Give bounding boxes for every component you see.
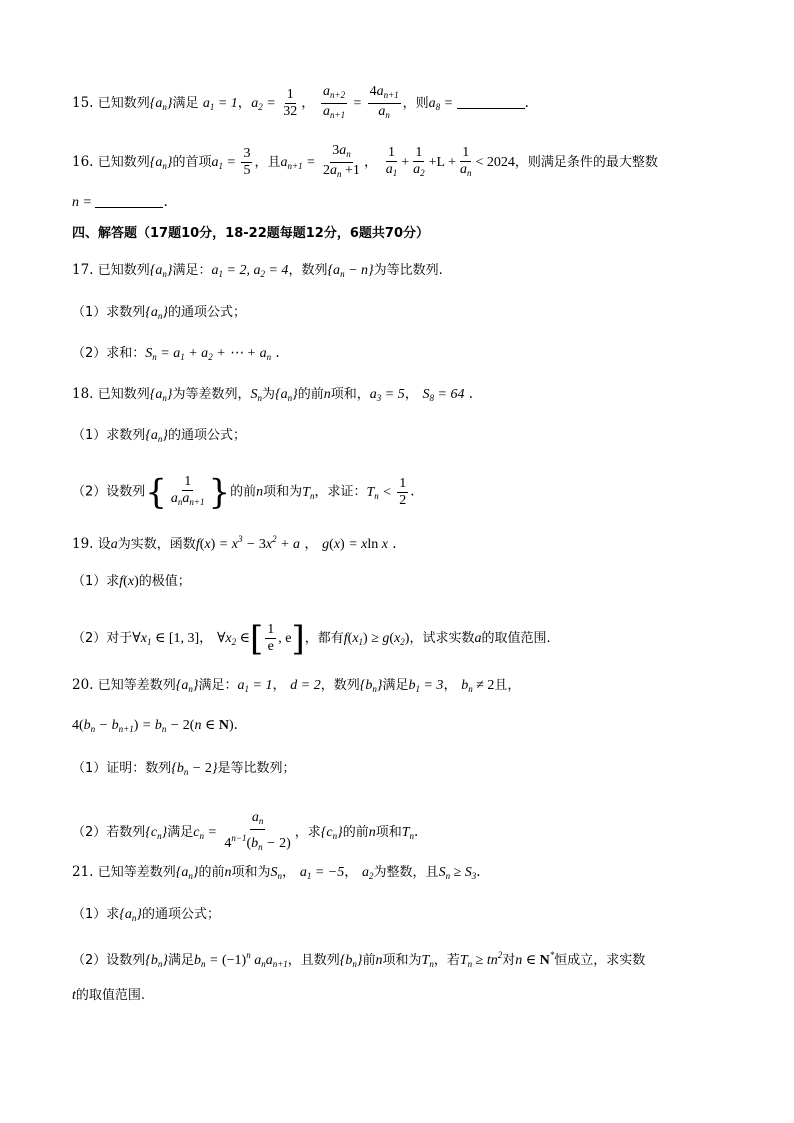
problem-19-part-1: （1）求f(x)的极值； — [72, 574, 191, 589]
problem-19-part-2: （2）对于$\forall x_1$ ∈ [1, 3]， $\forall x_2$ ∈[ $\frac{1}{e}$ , e]，都有$f(x_1) \ge g(x_2)$，试求实数a的取值范围. — [72, 619, 551, 659]
problem-20-part-2: （2）若数列$\{c_n\}$满足$c_n$ = $\frac{a_n}{4^{n-1}(b_n - 2)}$ ，求$\{c_n\}$的前n项和$T_n$. — [72, 810, 419, 852]
problem-number: 15. — [72, 95, 94, 111]
problem-18-part-2: （2）设数列{ $\frac{1}{a_na_{n+1}}$ }的前n项和为$T_n$，求证：$T_n$ < $\frac{1}{2}$ . — [72, 472, 415, 513]
problem-21-part-2-cont: t的取值范围. — [72, 988, 146, 1003]
problem-21: 21. 已知等差数列$\{a_n\}$的前n项和为$S_n$， $a_1 = -5$， $a_2$为整数，且$S_n \ge S_3$. — [72, 864, 481, 881]
section-heading: 四、解答题（17题10分，18-22题每题12分，6题共70分） — [72, 226, 429, 241]
problem-15: 15. 已知数列$\{a_n\}$满足 $a_1 = 1$，$a_2$ = $\frac{1}{32}$ ， $\frac{a_{n+2}}{a_{n+1}}$ = $\frac{4a_{n+1}}{a_n}$ ，则$a_8$ = . — [72, 84, 529, 120]
answer-blank[interactable] — [95, 193, 163, 208]
problem-16-answer: n = . — [72, 194, 168, 210]
problem-16: 16. 已知数列$\{a_n\}$的首项$a_1$ = $\frac{3}{5}$ ，且$a_{n+1}$ = $\frac{3a_n}{2a_n +1}$ ， $\frac{1}{a_1}$ + $\frac{1}{a_2}$ +L + $\frac{1}{a_n}$ < 2024，则满足条件的最大整数 — [72, 143, 658, 179]
problem-21-part-1: （1）求$\{a_n\}$的通项公式； — [72, 907, 221, 923]
problem-number: 16. — [72, 154, 94, 170]
problem-20: 20. 已知等差数列$\{a_n\}$满足：$a_1 = 1$， d = 2，数列$\{b_n\}$满足$b_1 = 3$， $b_n \ne 2$且， — [72, 677, 521, 694]
problem-19: 19. 设a为实数，函数$f(x) = x^3 - 3x^2 + a$ ， g(x) = xln x . — [72, 534, 397, 552]
problem-20-part-1: （1）证明：数列$\{b_n - 2\}$是等比数列； — [72, 761, 296, 777]
problem-17: 17. 已知数列$\{a_n\}$满足：$a_1 = 2$, $a_2 = 4$，数列$\{a_n - n\}$为等比数列. — [72, 262, 443, 279]
problem-21-part-2: （2）设数列$\{b_n\}$满足$b_n = (-1)^n$ $a_na_{n+1}$，且数列$\{b_n\}$前n项和为$T_n$，若$T_n \ge tn^2$对n ∈ N*恒成立，求实数 — [72, 950, 646, 969]
problem-20-condition: $4(b_n - b_{n+1}) = b_n - 2(n$ ∈ N). — [72, 717, 238, 734]
problem-17-part-2: （2）求和：$S_n = a_1 + a_2$ + ⋯ + $a_n$ . — [72, 345, 280, 362]
problem-17-part-1: （1）求数列$\{a_n\}$的通项公式； — [72, 305, 247, 321]
problem-18: 18. 已知数列$\{a_n\}$为等差数列，$S_n$为$\{a_n\}$的前n项和，$a_3 = 5$， $S_8 = 64$ . — [72, 386, 474, 403]
answer-blank[interactable] — [457, 94, 525, 109]
problem-18-part-1: （1）求数列$\{a_n\}$的通项公式； — [72, 428, 247, 444]
